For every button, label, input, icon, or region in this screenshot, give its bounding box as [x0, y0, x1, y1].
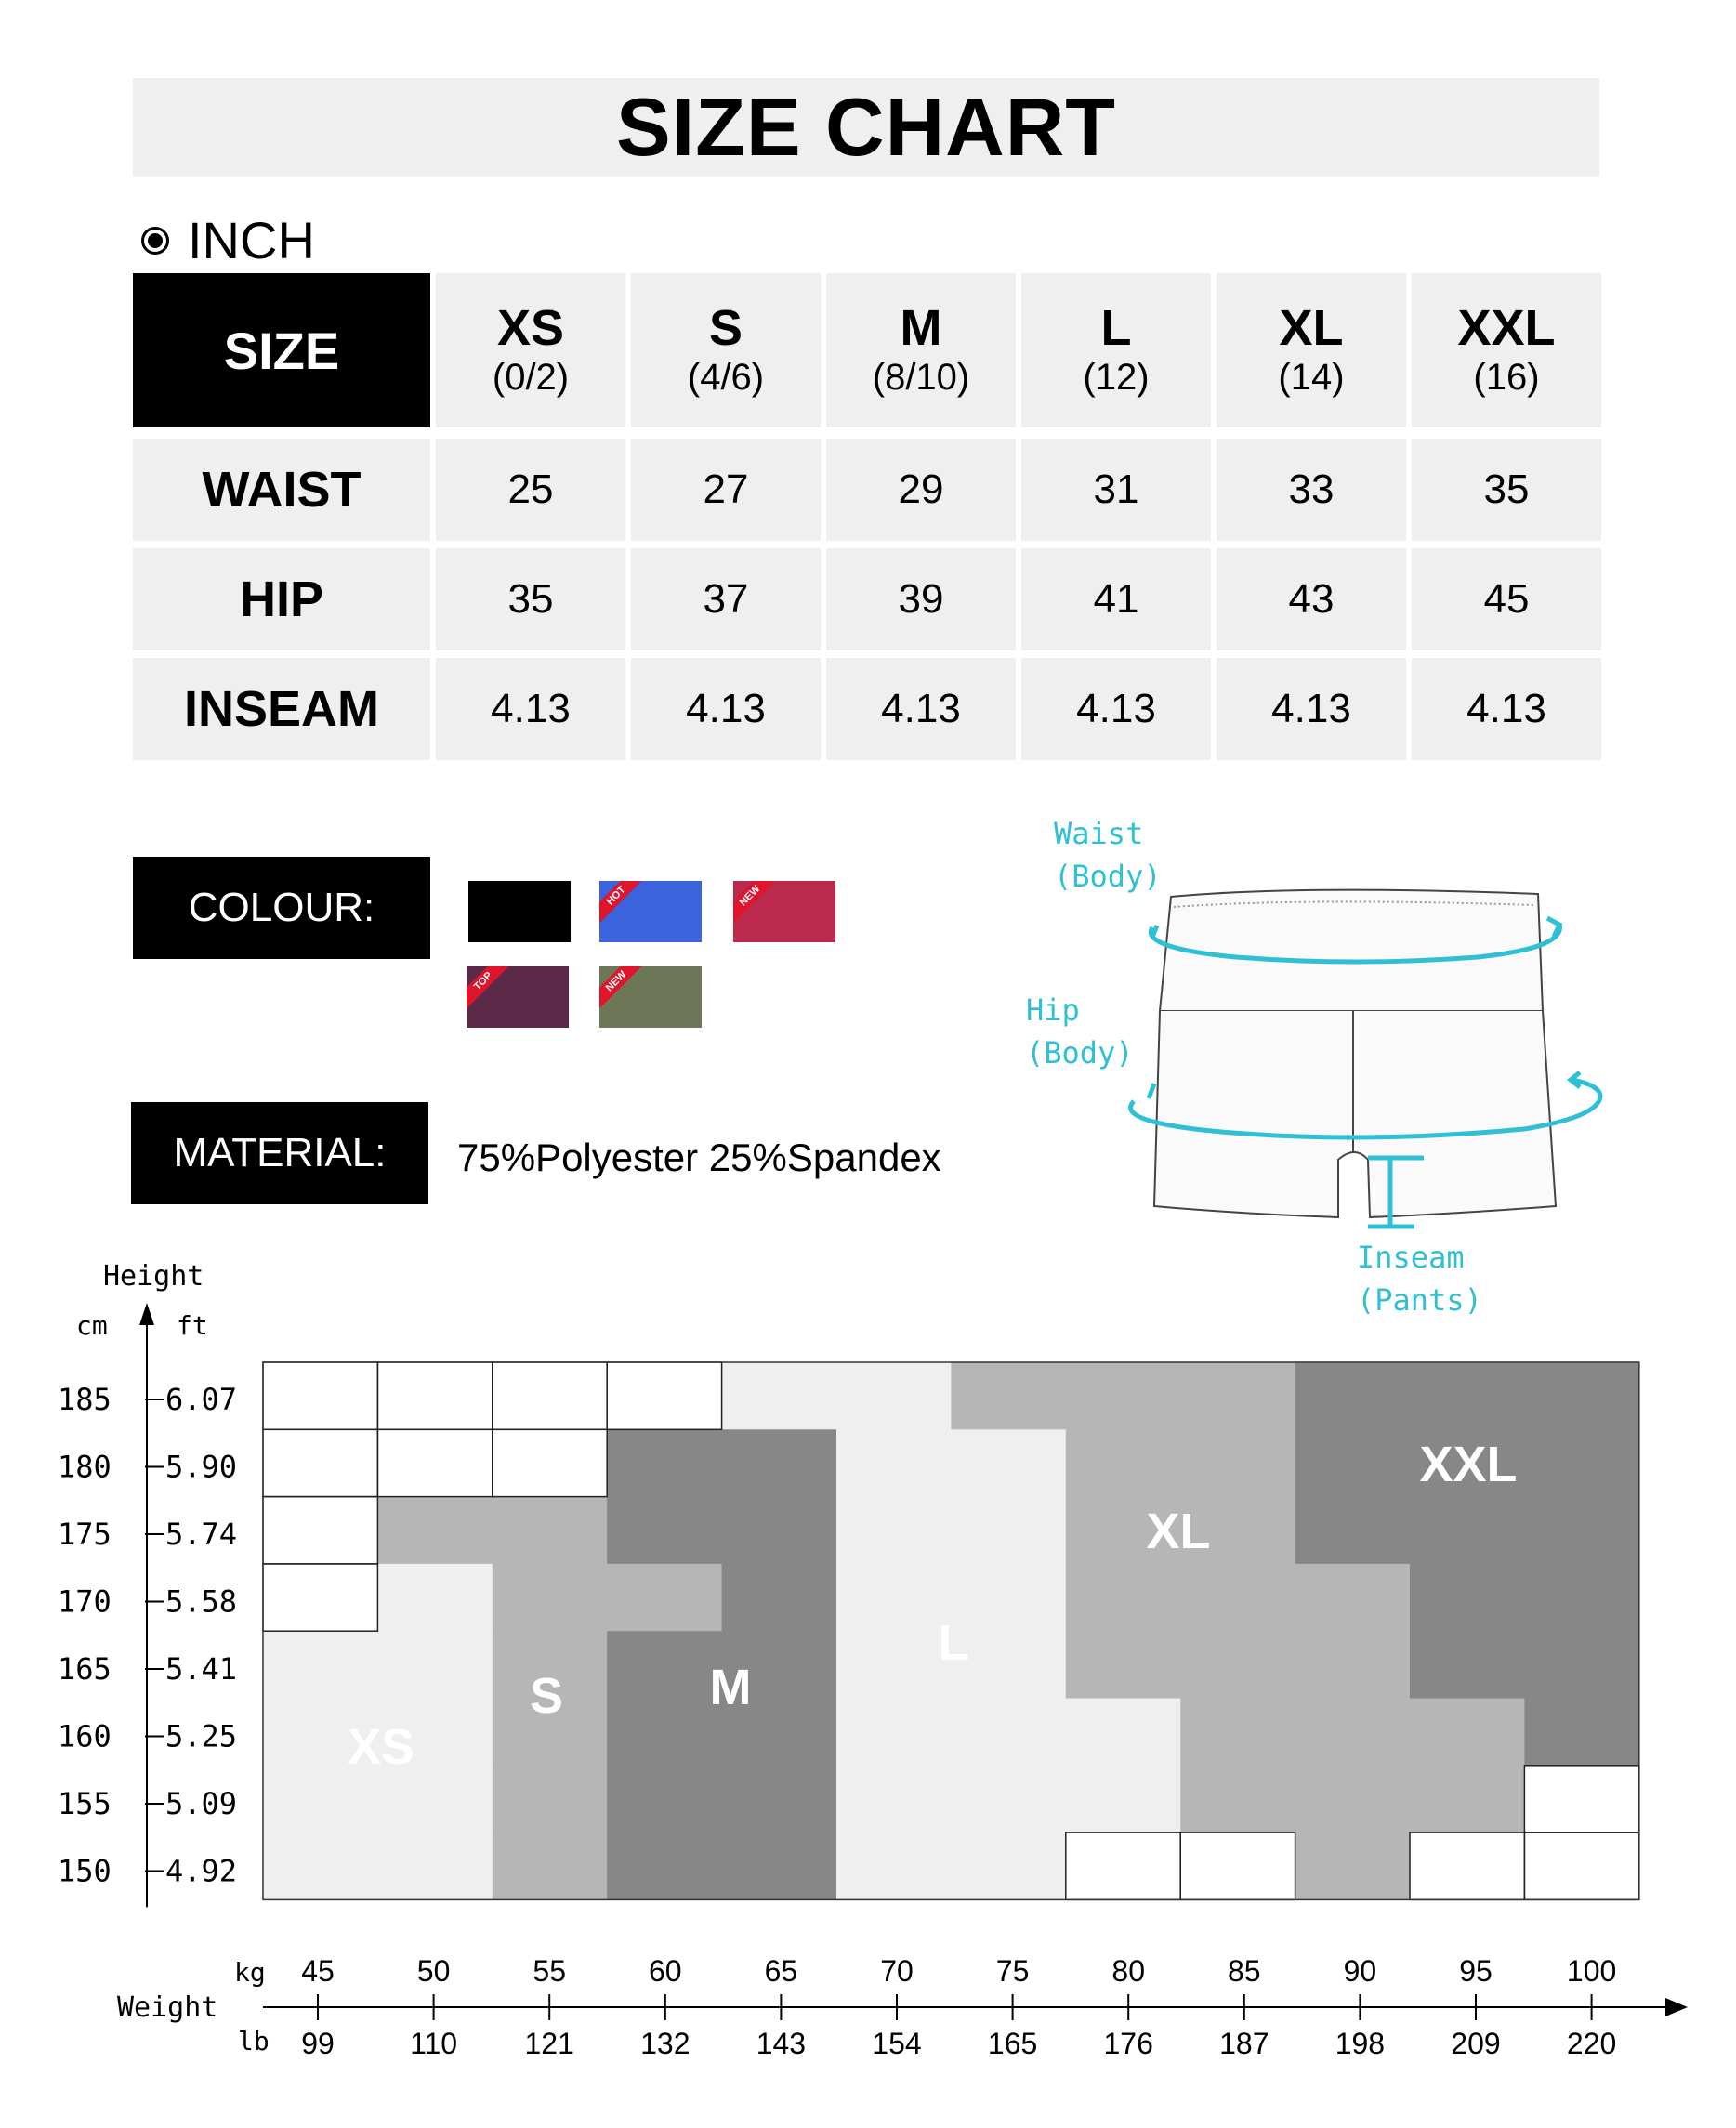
- chart-cell-m: [607, 1766, 722, 1833]
- x-tick-label-kg: 65: [764, 1954, 798, 1988]
- chart-cell-xl: [1066, 1429, 1181, 1497]
- chart-cell-xs: [263, 1631, 378, 1699]
- x-axis-unit-top: kg: [234, 1957, 266, 1988]
- table-cell: 33: [1217, 439, 1406, 541]
- inseam-label: Inseam: [1357, 1240, 1465, 1275]
- size-name: L: [1100, 300, 1132, 356]
- y-tick-label-ft: 5.90: [165, 1449, 238, 1485]
- chart-cell-xl: [1180, 1766, 1295, 1833]
- unit-label: INCH: [188, 211, 315, 269]
- chart-cell-m: [607, 1832, 722, 1900]
- y-tick-label-ft: 5.41: [165, 1651, 238, 1687]
- x-tick-label-kg: 70: [880, 1954, 914, 1988]
- chart-cell-xl: [1066, 1564, 1181, 1632]
- chart-cell-l: [836, 1631, 952, 1699]
- chart-cell-xl: [1295, 1699, 1411, 1767]
- table-cell: 41: [1021, 548, 1211, 650]
- badge-ribbon: NEW: [599, 966, 648, 1013]
- y-tick-label-ft: 6.07: [165, 1382, 238, 1417]
- chart-cell-empty: [263, 1362, 378, 1430]
- table-cell: 4.13: [1412, 658, 1601, 760]
- x-tick-label-kg: 45: [301, 1954, 335, 1988]
- chart-cell-xs: [263, 1766, 378, 1833]
- x-tick-label-kg: 60: [649, 1954, 682, 1988]
- table-cell: 45: [1412, 548, 1601, 650]
- chart-cell-l: [836, 1699, 952, 1767]
- y-tick-label-cm: 150: [58, 1853, 112, 1889]
- chart-cell-xl: [1180, 1631, 1295, 1699]
- chart-cell-m: [607, 1497, 722, 1565]
- chart-cell-xl: [1180, 1429, 1295, 1497]
- chart-cell-xl: [1066, 1631, 1181, 1699]
- chart-cell-xxl: [1295, 1497, 1411, 1565]
- x-tick-label-kg: 50: [416, 1954, 451, 1988]
- chart-cell-empty: [607, 1362, 722, 1430]
- chart-cell-xl: [1295, 1564, 1411, 1632]
- x-tick-label-lb: 220: [1566, 2027, 1617, 2060]
- y-tick-label-ft: 4.92: [165, 1853, 238, 1889]
- table-cell: 39: [826, 548, 1016, 650]
- chart-cell-m: [722, 1564, 837, 1632]
- size-number: (16): [1473, 357, 1540, 398]
- x-tick-label-lb: 99: [301, 2027, 335, 2060]
- material-label: MATERIAL:: [131, 1102, 428, 1204]
- hip-label: Hip: [1026, 992, 1080, 1028]
- chart-cell-xs: [377, 1832, 493, 1900]
- size-number: (4/6): [687, 357, 765, 398]
- x-tick-label-kg: 85: [1228, 1954, 1261, 1988]
- y-tick-label-cm: 165: [58, 1651, 112, 1687]
- chart-cell-xxl: [1410, 1497, 1525, 1565]
- size-name: XL: [1279, 300, 1344, 356]
- chart-cell-l: [836, 1429, 952, 1497]
- size-number: (12): [1083, 357, 1150, 398]
- chart-cell-s: [493, 1497, 608, 1565]
- table-cell: 4.13: [1021, 658, 1211, 760]
- chart-cell-l: [951, 1832, 1066, 1900]
- size-zone-label: L: [938, 1615, 969, 1671]
- table-cell: 35: [436, 548, 625, 650]
- chart-cell-xxl: [1524, 1699, 1639, 1767]
- x-axis-unit-bottom: lb: [238, 2026, 270, 2056]
- chart-cell-xxl: [1524, 1497, 1639, 1565]
- size-header-cell: SIZE: [133, 273, 430, 427]
- chart-cell-xxl: [1295, 1429, 1411, 1497]
- size-name: XXL: [1457, 300, 1556, 356]
- chart-cell-m: [607, 1631, 722, 1699]
- chart-cell-xxl: [1524, 1362, 1639, 1430]
- chart-cell-l: [951, 1766, 1066, 1833]
- badge-ribbon: HOT: [599, 881, 648, 927]
- chart-cell-xxl: [1524, 1429, 1639, 1497]
- chart-cell-l: [951, 1699, 1066, 1767]
- badge-ribbon: TOP: [467, 966, 515, 1013]
- chart-cell-xl: [951, 1362, 1066, 1430]
- chart-cell-empty: [263, 1497, 378, 1565]
- chart-cell-xxl: [1410, 1631, 1525, 1699]
- chart-cell-empty: [1066, 1832, 1181, 1900]
- chart-cell-xxl: [1524, 1631, 1639, 1699]
- row-label-inseam: INSEAM: [133, 658, 430, 760]
- table-cell: 4.13: [1217, 658, 1406, 760]
- y-tick-label-ft: 5.09: [165, 1786, 238, 1821]
- chart-cell-xl: [1410, 1766, 1525, 1833]
- chart-cell-l: [836, 1564, 952, 1632]
- chart-cell-xxl: [1410, 1362, 1525, 1430]
- chart-cell-xl: [1180, 1362, 1295, 1430]
- chart-cell-l: [836, 1832, 952, 1900]
- x-tick-label-lb: 176: [1103, 2027, 1153, 2060]
- table-cell: 43: [1217, 548, 1406, 650]
- chart-cell-l: [836, 1766, 952, 1833]
- size-number: (8/10): [872, 357, 970, 398]
- chart-cell-xxl: [1295, 1362, 1411, 1430]
- chart-cell-xl: [1410, 1699, 1525, 1767]
- table-cell: 29: [826, 439, 1016, 541]
- chart-cell-m: [722, 1429, 837, 1497]
- page-title: SIZE CHART: [616, 81, 1116, 173]
- chart-cell-l: [951, 1497, 1066, 1565]
- chart-cell-l: [836, 1497, 952, 1565]
- size-zone-label: XL: [1146, 1504, 1211, 1559]
- chart-cell-s: [377, 1497, 493, 1565]
- size-zone-label: XXL: [1419, 1437, 1518, 1492]
- chart-cell-xs: [263, 1832, 378, 1900]
- inseam-sub-label: (Pants): [1357, 1282, 1482, 1319]
- x-tick-label-kg: 80: [1111, 1954, 1145, 1988]
- x-tick-label-kg: 95: [1459, 1954, 1493, 1988]
- chart-cell-s: [493, 1564, 608, 1632]
- x-tick-label-lb: 154: [872, 2027, 922, 2060]
- waist-label: Waist: [1054, 816, 1144, 851]
- x-tick-label-lb: 121: [524, 2027, 574, 2060]
- chart-cell-s: [607, 1564, 722, 1632]
- chart-cell-l: [836, 1362, 952, 1430]
- x-tick-label-lb: 209: [1451, 2027, 1501, 2060]
- table-cell: 25: [436, 439, 625, 541]
- chart-cell-empty: [377, 1429, 493, 1497]
- size-zone-label: S: [529, 1668, 564, 1724]
- table-cell: 4.13: [436, 658, 625, 760]
- y-axis-title: Height: [103, 1260, 204, 1293]
- y-tick-label-cm: 185: [58, 1382, 112, 1417]
- chart-cell-empty: [493, 1362, 608, 1430]
- x-tick-label-lb: 132: [640, 2027, 690, 2060]
- chart-cell-xl: [1295, 1832, 1411, 1900]
- chart-cell-s: [493, 1832, 608, 1900]
- chart-cell-empty: [493, 1429, 608, 1497]
- chart-cell-empty: [263, 1564, 378, 1632]
- chart-cell-m: [607, 1429, 722, 1497]
- colour-label: COLOUR:: [133, 857, 430, 959]
- y-tick-label-cm: 155: [58, 1786, 112, 1821]
- x-tick-label-kg: 100: [1566, 1954, 1617, 1988]
- chart-cell-m: [722, 1766, 837, 1833]
- x-tick-label-lb: 165: [987, 2027, 1038, 2060]
- chart-cell-empty: [1180, 1832, 1295, 1900]
- chart-cell-l: [1066, 1699, 1181, 1767]
- x-tick-label-lb: 187: [1219, 2027, 1269, 2060]
- chart-cell-xs: [377, 1766, 493, 1833]
- chart-cell-l: [1066, 1766, 1181, 1833]
- chart-cell-m: [722, 1497, 837, 1565]
- x-tick-label-kg: 75: [995, 1954, 1030, 1988]
- x-tick-label-lb: 198: [1335, 2027, 1386, 2060]
- chart-cell-empty: [1524, 1832, 1639, 1900]
- y-tick-label-ft: 5.58: [165, 1583, 238, 1620]
- badge-ribbon: NEW: [733, 881, 782, 927]
- chart-cell-xl: [1295, 1631, 1411, 1699]
- y-axis-unit-right: ft: [177, 1310, 208, 1341]
- x-axis-arrow-icon: [1665, 1998, 1688, 2016]
- table-cell: 4.13: [631, 658, 821, 760]
- table-cell: 27: [631, 439, 821, 541]
- size-number: (14): [1278, 357, 1345, 398]
- table-cell: 31: [1021, 439, 1211, 541]
- chart-cell-m: [607, 1699, 722, 1767]
- size-name: S: [708, 300, 743, 356]
- chart-cell-s: [493, 1766, 608, 1833]
- chart-cell-l: [951, 1429, 1066, 1497]
- y-tick-label-cm: 170: [58, 1583, 112, 1620]
- waist-sub-label: (Body): [1054, 859, 1162, 895]
- chart-cell-xl: [1066, 1362, 1181, 1430]
- chart-cell-empty: [377, 1362, 493, 1430]
- hip-sub-label: (Body): [1026, 1035, 1134, 1071]
- size-number: (0/2): [492, 357, 570, 398]
- x-axis-title: Weight: [117, 1991, 218, 2024]
- chart-cell-xl: [1180, 1564, 1295, 1632]
- chart-cell-xl: [1180, 1699, 1295, 1767]
- size-zone-label: XS: [347, 1719, 415, 1775]
- table-cell: 37: [631, 548, 821, 650]
- y-axis-arrow-icon: [139, 1303, 154, 1325]
- x-tick-label-kg: 90: [1343, 1954, 1377, 1988]
- chart-cell-empty: [263, 1429, 378, 1497]
- y-tick-label-ft: 5.74: [165, 1517, 238, 1552]
- y-tick-label-cm: 180: [58, 1449, 112, 1485]
- y-axis-unit-left: cm: [76, 1310, 108, 1341]
- chart-cell-l: [722, 1362, 837, 1430]
- size-name: M: [900, 300, 942, 356]
- y-tick-label-cm: 160: [58, 1718, 112, 1754]
- x-tick-label-lb: 143: [756, 2027, 807, 2060]
- size-name: XS: [496, 300, 565, 356]
- chart-cell-xxl: [1410, 1564, 1525, 1632]
- chart-cell-xl: [1295, 1766, 1411, 1833]
- table-cell: 35: [1412, 439, 1601, 541]
- x-tick-label-kg: 55: [533, 1954, 566, 1988]
- y-tick-label-cm: 175: [58, 1517, 112, 1552]
- row-label-hip: HIP: [133, 548, 430, 650]
- chart-cell-xxl: [1524, 1564, 1639, 1632]
- y-tick-label-ft: 5.25: [165, 1718, 238, 1754]
- table-cell: 4.13: [826, 658, 1016, 760]
- size-zone-label: M: [709, 1660, 752, 1715]
- chart-cell-xs: [377, 1564, 493, 1632]
- row-label-waist: WAIST: [133, 439, 430, 541]
- chart-cell-empty: [1524, 1766, 1639, 1833]
- material-text: 75%Polyester 25%Spandex: [457, 1136, 941, 1179]
- x-tick-label-lb: 110: [410, 2027, 458, 2060]
- chart-cell-empty: [1410, 1832, 1525, 1900]
- chart-cell-xs: [377, 1631, 493, 1699]
- chart-cell-m: [722, 1832, 837, 1900]
